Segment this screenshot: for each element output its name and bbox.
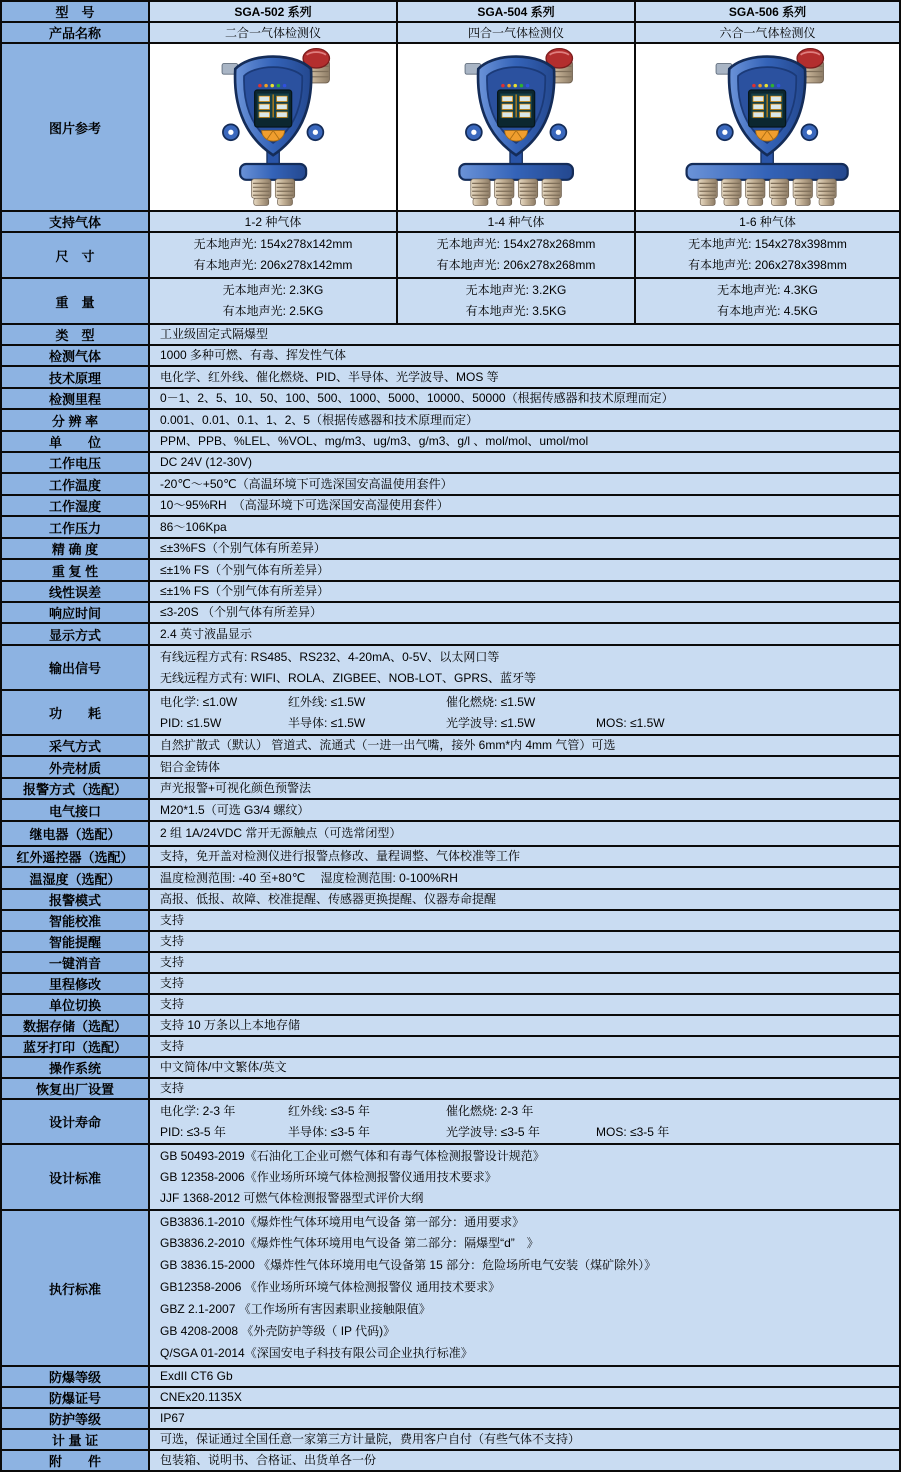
image-cell-2	[635, 43, 900, 211]
row-label-protection-grade: 防护等级	[1, 1408, 149, 1429]
explosion-proof-grade-value	[149, 1366, 900, 1387]
operating-system-line-0: 中文简体/中文繁体/英文	[160, 1060, 287, 1074]
design-standard-line-1: GB 12358-2006《作业场所环境气体检测报警仪通用技术要求》	[160, 1169, 497, 1184]
row-label-metrology-cert: 计 量 证	[1, 1429, 149, 1450]
unit-switch-line-0: 支持	[160, 997, 185, 1011]
relay-optional-value	[149, 821, 900, 846]
row-label-detect-range: 检测里程	[1, 388, 149, 409]
shell-material-line-0: 铝合金铸体	[160, 759, 221, 774]
power-consumption-line-1	[160, 713, 893, 734]
dimensions-value-1	[397, 232, 635, 278]
design-life-line-1	[160, 1122, 893, 1143]
output-signal-line-1: 无线远程方式有: WIFI、ROLA、ZIGBEE、NOB-LOT、GPRS、蓝牙等	[160, 670, 537, 685]
row-repeatability	[1, 559, 900, 581]
detect-range-line-0: 0－1、2、5、10、50、100、500、1000、5000、10000、50000（根据传感器和技术原理而定）	[160, 391, 674, 405]
electrical-interface-value	[149, 799, 900, 821]
row-label-type: 类 型	[1, 324, 149, 345]
power-consumption-line-0	[160, 692, 893, 713]
alarm-mode-optional-line-0: 声光报警+可视化颜色预警法	[160, 781, 312, 795]
detect-gas-value	[149, 345, 900, 366]
design-standard-value	[149, 1144, 900, 1210]
row-range-modify	[1, 973, 900, 994]
row-label-range-modify: 里程修改	[1, 973, 149, 994]
power-consumption-line-0-seg-0: 电化学: ≤1.0W	[160, 694, 238, 709]
row-label-data-storage-optional: 数据存储（选配）	[1, 1015, 149, 1036]
design-life-line-0-seg-2: 催化燃烧: 2-3 年	[446, 1103, 534, 1118]
display-mode-line-0: 2.4 英寸液晶显示	[160, 626, 253, 641]
row-label-operating-system: 操作系统	[1, 1057, 149, 1078]
supported-gas-value-2: 1-6 种气体	[635, 211, 900, 232]
metrology-cert-line-0: 可选，保证通过全国任意一家第三方计量院，费用客户自付（有些气体不支持）	[160, 1432, 581, 1446]
row-label-response-time: 响应时间	[1, 602, 149, 623]
sampling-mode-value	[149, 735, 900, 756]
power-consumption-line-0-seg-1: 红外线: ≤1.5W	[288, 694, 366, 709]
row-label-working-temperature: 工作温度	[1, 473, 149, 495]
alarm-modes-line-0: 高报、低报、故障、校准提醒、传感器更换提醒、仪器寿命提醒	[160, 892, 497, 906]
image-cell-0	[149, 43, 397, 211]
type-line-0: 工业级固定式隔爆型	[160, 327, 269, 341]
executive-standard-line-6: Q/SGA 01-2014《深国安电子科技有限公司企业执行标准》	[160, 1345, 473, 1360]
weight-value-0-line-1: 有本地声光: 2.5KG	[222, 304, 324, 318]
design-life-line-0-seg-0: 电化学: 2-3 年	[160, 1103, 236, 1118]
accuracy-line-0: ≤±3%FS（个别气体有所差异）	[160, 541, 326, 555]
row-label-explosion-proof-cert: 防爆证号	[1, 1387, 149, 1408]
explosion-proof-grade-line-0: ExdII CT6 Gb	[160, 1369, 233, 1383]
row-resolution	[1, 409, 900, 431]
power-consumption-value	[149, 690, 900, 735]
row-label-product-name: 产品名称	[1, 22, 149, 43]
repeatability-line-0: ≤±1% FS（个别气体有所差异）	[160, 562, 330, 577]
image-cell-1	[397, 43, 635, 211]
unit-switch-value	[149, 994, 900, 1015]
temp-humidity-optional-line-0: 温度检测范围: -40 至+80℃ 湿度检测范围: 0-100%RH	[160, 870, 458, 885]
row-display-mode	[1, 623, 900, 645]
row-weight	[1, 278, 900, 324]
row-dimensions	[1, 232, 900, 278]
working-voltage-line-0: DC 24V (12-30V)	[160, 455, 253, 469]
row-accuracy	[1, 538, 900, 559]
unit-value	[149, 431, 900, 452]
row-unit	[1, 431, 900, 452]
dimensions-value-1-line-0: 无本地声光: 154x278x268mm	[436, 237, 596, 251]
dimensions-value-2-line-0: 无本地声光: 154x278x398mm	[688, 237, 847, 251]
executive-standard-line-5: GB 4208-2008 《外壳防护等级（ IP 代码)》	[160, 1323, 396, 1338]
dimensions-value-0	[149, 232, 397, 278]
row-label-smart-reminder: 智能提醒	[1, 931, 149, 952]
one-key-mute-line-0: 支持	[160, 955, 185, 969]
row-label-one-key-mute: 一键消音	[1, 952, 149, 973]
row-label-linearity-error: 线性误差	[1, 581, 149, 602]
row-linearity-error	[1, 581, 900, 602]
row-label-model: 型 号	[1, 1, 149, 22]
row-label-working-humidity: 工作湿度	[1, 495, 149, 516]
design-life-line-0-seg-1: 红外线: ≤3-5 年	[288, 1103, 370, 1118]
weight-value-0	[149, 278, 397, 324]
smart-calibration-line-0: 支持	[160, 913, 185, 927]
row-data-storage-optional	[1, 1015, 900, 1036]
electrical-interface-line-0: M20*1.5（可选 G3/4 螺纹）	[160, 802, 310, 817]
row-image-reference	[1, 43, 900, 211]
dimensions-value-0-line-0: 无本地声光: 154x278x142mm	[193, 237, 353, 251]
row-alarm-mode-optional	[1, 778, 900, 799]
row-accessories	[1, 1450, 900, 1471]
row-design-life	[1, 1099, 900, 1144]
row-type	[1, 324, 900, 345]
model-value-2: SGA-506 系列	[635, 1, 900, 22]
power-consumption-line-1-seg-2: 光学波导: ≤1.5W	[446, 715, 536, 730]
row-working-voltage	[1, 452, 900, 473]
working-pressure-value	[149, 516, 900, 538]
weight-value-2-line-1: 有本地声光: 4.5KG	[717, 304, 818, 318]
alarm-modes-value	[149, 889, 900, 910]
dimensions-value-0-line-1: 有本地声光: 206x278x142mm	[193, 258, 353, 272]
row-shell-material	[1, 756, 900, 778]
executive-standard-line-2: GB 3836.15-2000 《爆炸性气体环境用电气设备第 15 部分：危险场所电气安装（煤矿除外）》	[160, 1258, 657, 1273]
working-voltage-value	[149, 452, 900, 473]
unit-line-0: PPM、PPB、%LEL、%VOL、mg/m3、ug/m3、g/m3、g/l 、mol/mol、umol/mol	[160, 434, 589, 448]
working-temperature-value	[149, 473, 900, 495]
row-bluetooth-print-optional	[1, 1036, 900, 1057]
row-label-unit: 单 位	[1, 431, 149, 452]
row-explosion-proof-cert	[1, 1387, 900, 1408]
ir-remote-optional-line-0: 支持，免开盖对检测仪进行报警点修改、量程调整、气体校准等工作	[160, 849, 521, 863]
design-life-value	[149, 1099, 900, 1144]
executive-standard-line-1: GB3836.2-2010《爆炸性气体环境用电气设备 第二部分：隔爆型“d” 》	[160, 1236, 539, 1251]
row-label-executive-standard: 执行标准	[1, 1210, 149, 1366]
model-value-0: SGA-502 系列	[149, 1, 397, 22]
resolution-line-0: 0.001、0.01、0.1、1、2、5（根据传感器和技术原理而定）	[160, 412, 479, 427]
power-consumption-line-1-seg-1: 半导体: ≤1.5W	[288, 715, 366, 730]
row-sampling-mode	[1, 735, 900, 756]
explosion-proof-cert-line-0: CNEx20.1135X	[160, 1390, 242, 1404]
dimensions-value-1-line-1: 有本地声光: 206x278x268mm	[436, 258, 596, 272]
executive-standard-line-4: GBZ 2.1-2007 《工作场所有害因素职业接触限值》	[160, 1301, 431, 1316]
row-label-power-consumption: 功 耗	[1, 690, 149, 735]
row-protection-grade	[1, 1408, 900, 1429]
working-humidity-line-0: 10～95%RH （高湿环境下可选深国安高湿使用套件）	[160, 498, 449, 512]
smart-calibration-value	[149, 910, 900, 931]
accessories-value	[149, 1450, 900, 1471]
design-standard-line-2: JJF 1368-2012 可燃气体检测报警器型式评价大纲	[160, 1190, 424, 1205]
design-life-line-1-seg-2: 光学波导: ≤3-5 年	[446, 1124, 540, 1139]
data-storage-optional-value	[149, 1015, 900, 1036]
row-label-working-voltage: 工作电压	[1, 452, 149, 473]
bluetooth-print-optional-line-0: 支持	[160, 1039, 185, 1053]
row-label-repeatability: 重 复 性	[1, 559, 149, 581]
row-label-sampling-mode: 采气方式	[1, 735, 149, 756]
row-power-consumption	[1, 690, 900, 735]
executive-standard-line-0: GB3836.1-2010《爆炸性气体环境用电气设备 第一部分：通用要求》	[160, 1214, 525, 1229]
model-value-1: SGA-504 系列	[397, 1, 635, 22]
factory-reset-value	[149, 1078, 900, 1099]
row-ir-remote-optional	[1, 846, 900, 867]
row-response-time	[1, 602, 900, 623]
temp-humidity-optional-value	[149, 867, 900, 889]
row-alarm-modes	[1, 889, 900, 910]
range-modify-value	[149, 973, 900, 994]
row-label-design-standard: 设计标准	[1, 1144, 149, 1210]
weight-value-1-line-0: 无本地声光: 3.2KG	[465, 283, 567, 297]
detector-6-sensor-illustration	[637, 45, 898, 209]
factory-reset-line-0: 支持	[160, 1081, 185, 1095]
row-model	[1, 1, 900, 22]
row-working-pressure	[1, 516, 900, 538]
detector-2-sensor-illustration	[151, 45, 395, 209]
row-design-standard	[1, 1144, 900, 1210]
response-time-line-0: ≤3-20S （个别气体有所差异）	[160, 605, 322, 619]
repeatability-value	[149, 559, 900, 581]
explosion-proof-cert-value	[149, 1387, 900, 1408]
linearity-error-line-0: ≤±1% FS（个别气体有所差异）	[160, 584, 330, 598]
power-consumption-line-1-seg-3: MOS: ≤1.5W	[596, 715, 665, 730]
product-name-value-1: 四合一气体检测仪	[397, 22, 635, 43]
row-label-supported-gas: 支持气体	[1, 211, 149, 232]
product-name-value-2: 六合一气体检测仪	[635, 22, 900, 43]
row-detect-range	[1, 388, 900, 409]
row-smart-reminder	[1, 931, 900, 952]
weight-value-1-line-1: 有本地声光: 3.5KG	[465, 304, 567, 318]
one-key-mute-value	[149, 952, 900, 973]
linearity-error-value	[149, 581, 900, 602]
dimensions-value-2	[635, 232, 900, 278]
protection-grade-value	[149, 1408, 900, 1429]
design-life-line-1-seg-0: PID: ≤3-5 年	[160, 1124, 226, 1139]
row-label-display-mode: 显示方式	[1, 623, 149, 645]
detect-range-value	[149, 388, 900, 409]
dimensions-value-2-line-1: 有本地声光: 206x278x398mm	[688, 258, 847, 272]
row-label-smart-calibration: 智能校准	[1, 910, 149, 931]
row-executive-standard	[1, 1210, 900, 1366]
row-working-humidity	[1, 495, 900, 516]
row-label-accessories: 附 件	[1, 1450, 149, 1471]
row-label-bluetooth-print-optional: 蓝牙打印（选配）	[1, 1036, 149, 1057]
weight-value-2	[635, 278, 900, 324]
data-storage-optional-line-0: 支持 10 万条以上本地存储	[160, 1018, 301, 1032]
row-label-explosion-proof-grade: 防爆等级	[1, 1366, 149, 1387]
executive-standard-value	[149, 1210, 900, 1366]
product-name-value-0: 二合一气体检测仪	[149, 22, 397, 43]
power-consumption-line-1-seg-0: PID: ≤1.5W	[160, 715, 222, 730]
row-smart-calibration	[1, 910, 900, 931]
row-label-tech-principle: 技术原理	[1, 366, 149, 388]
row-unit-switch	[1, 994, 900, 1015]
working-humidity-value	[149, 495, 900, 516]
row-label-detect-gas: 检测气体	[1, 345, 149, 366]
row-label-image-reference: 图片参考	[1, 43, 149, 211]
row-tech-principle	[1, 366, 900, 388]
operating-system-value	[149, 1057, 900, 1078]
output-signal-value	[149, 645, 900, 690]
row-relay-optional	[1, 821, 900, 846]
supported-gas-value-0: 1-2 种气体	[149, 211, 397, 232]
tech-principle-value	[149, 366, 900, 388]
row-temp-humidity-optional	[1, 867, 900, 889]
response-time-value	[149, 602, 900, 623]
design-life-line-1-seg-3: MOS: ≤3-5 年	[596, 1124, 670, 1139]
working-pressure-line-0: 86～106Kpa	[160, 519, 227, 534]
row-label-alarm-mode-optional: 报警方式（选配）	[1, 778, 149, 799]
row-working-temperature	[1, 473, 900, 495]
row-detect-gas	[1, 345, 900, 366]
row-label-ir-remote-optional: 红外遥控器（选配）	[1, 846, 149, 867]
row-label-accuracy: 精 确 度	[1, 538, 149, 559]
working-temperature-line-0: -20℃～+50℃（高温环境下可选深国安高温使用套件）	[160, 476, 453, 491]
design-life-line-1-seg-1: 半导体: ≤3-5 年	[288, 1124, 370, 1139]
protection-grade-line-0: IP67	[160, 1411, 185, 1425]
display-mode-value	[149, 623, 900, 645]
row-label-weight: 重 量	[1, 278, 149, 324]
detect-gas-line-0: 1000 多种可燃、有毒、挥发性气体	[160, 348, 347, 362]
sampling-mode-line-0: 自然扩散式（默认） 管道式、流通式（一进一出气嘴，接外 6mm*内 4mm 气管）可选	[160, 738, 616, 752]
row-explosion-proof-grade	[1, 1366, 900, 1387]
executive-standard-line-3: GB12358-2006 《作业场所环境气体检测报警仪 通用技术要求》	[160, 1280, 501, 1295]
row-label-electrical-interface: 电气接口	[1, 799, 149, 821]
design-standard-line-0: GB 50493-2019《石油化工企业可燃气体和有毒气体检测报警设计规范》	[160, 1148, 545, 1163]
accessories-line-0: 包装箱、说明书、合格证、出货单各一份	[160, 1453, 377, 1467]
design-life-line-0	[160, 1101, 893, 1122]
smart-reminder-line-0: 支持	[160, 934, 185, 948]
weight-value-2-line-0: 无本地声光: 4.3KG	[717, 283, 818, 297]
weight-value-0-line-0: 无本地声光: 2.3KG	[222, 283, 324, 297]
row-label-shell-material: 外壳材质	[1, 756, 149, 778]
row-label-design-life: 设计寿命	[1, 1099, 149, 1144]
alarm-mode-optional-value	[149, 778, 900, 799]
type-value	[149, 324, 900, 345]
row-label-output-signal: 输出信号	[1, 645, 149, 690]
row-label-alarm-modes: 报警模式	[1, 889, 149, 910]
row-product-name	[1, 22, 900, 43]
output-signal-line-0: 有线远程方式有: RS485、RS232、4-20mA、0-5V、以太网口等	[160, 649, 500, 664]
row-output-signal	[1, 645, 900, 690]
power-consumption-line-0-seg-2: 催化燃烧: ≤1.5W	[446, 694, 536, 709]
row-factory-reset	[1, 1078, 900, 1099]
shell-material-value	[149, 756, 900, 778]
row-label-resolution: 分 辨 率	[1, 409, 149, 431]
weight-value-1	[397, 278, 635, 324]
supported-gas-value-1: 1-4 种气体	[397, 211, 635, 232]
row-supported-gas	[1, 211, 900, 232]
relay-optional-line-0: 2 组 1A/24VDC 常开无源触点（可选常闭型）	[160, 826, 402, 840]
row-one-key-mute	[1, 952, 900, 973]
row-label-factory-reset: 恢复出厂设置	[1, 1078, 149, 1099]
row-label-temp-humidity-optional: 温湿度（选配）	[1, 867, 149, 889]
row-label-working-pressure: 工作压力	[1, 516, 149, 538]
row-electrical-interface	[1, 799, 900, 821]
row-label-unit-switch: 单位切换	[1, 994, 149, 1015]
ir-remote-optional-value	[149, 846, 900, 867]
row-operating-system	[1, 1057, 900, 1078]
bluetooth-print-optional-value	[149, 1036, 900, 1057]
tech-principle-line-0: 电化学、红外线、催化燃烧、PID、半导体、光学波导、MOS 等	[160, 369, 499, 384]
smart-reminder-value	[149, 931, 900, 952]
resolution-value	[149, 409, 900, 431]
row-label-relay-optional: 继电器（选配）	[1, 821, 149, 846]
accuracy-value	[149, 538, 900, 559]
detector-4-sensor-illustration	[399, 45, 633, 209]
row-metrology-cert	[1, 1429, 900, 1450]
range-modify-line-0: 支持	[160, 976, 185, 990]
metrology-cert-value	[149, 1429, 900, 1450]
row-label-dimensions: 尺 寸	[1, 232, 149, 278]
